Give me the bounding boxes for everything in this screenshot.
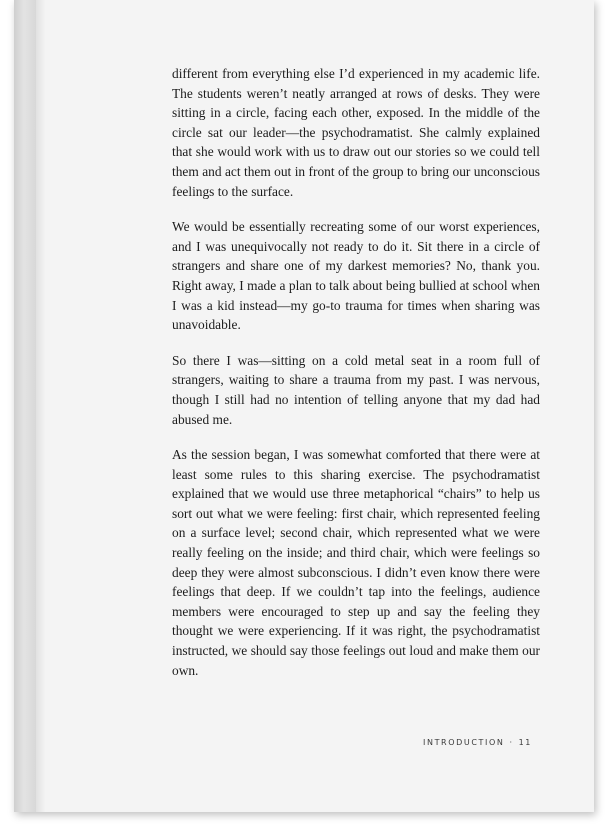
gutter-shadow: [36, 0, 46, 812]
paragraph-2: We would be essentially recreating some of our worst experiences, and I was unequivocally not ready to do it. Sit there in a circle of strangers and share one of my darkest memories? No, thank you. Right away, I made a plan to talk about being bullied at school when I was a kid instead—my go-to trauma for times when sharing was unavoidable.: [172, 219, 540, 333]
body-text: [172, 64, 540, 680]
book-page: [14, 0, 594, 812]
running-footer: [14, 738, 532, 747]
paragraph-1: different from everything else I’d experienced in my academic life. The students weren’t neatly arranged at rows of desks. They were sitting in a circle, facing each other, exposed. In the middle of the circle sat our leader—the psychodramatist. She calmly explained that she would work with us to draw out our stories so we could tell them and act them out in front of the group to bring our unconscious feelings to the surface.: [172, 66, 540, 199]
paragraph-3: So there I was—sitting on a cold metal seat in a room full of strangers, waiting to share a trauma from my past. I was nervous, though I still had no intention of telling anyone that my dad had abused me.: [172, 352, 540, 427]
section-title: INTRODUCTION: [423, 738, 505, 747]
book-spine: [14, 0, 36, 812]
paragraph-4: As the session began, I was somewhat comforted that there were at least some rules to this sharing exercise. The psychodramatist explained that we would use three metaphorical “chairs” to help us sort out what we were feeling: first chair, which represented feeling on a surface level; second chair, which represented what we were really feeling on the inside; and third chair, which were feelings so deep they were almost subconscious. I didn’t even know there were feelings that deep. If we couldn’t tap into the feelings, audience members were encouraged to step up and say the feeling they thought we were experiencing. If it was right, the psychodramatist instructed, we should say those feelings out loud and make them our own.: [172, 447, 540, 678]
footer-separator: ·: [509, 738, 514, 747]
page-number: 11: [518, 738, 532, 747]
